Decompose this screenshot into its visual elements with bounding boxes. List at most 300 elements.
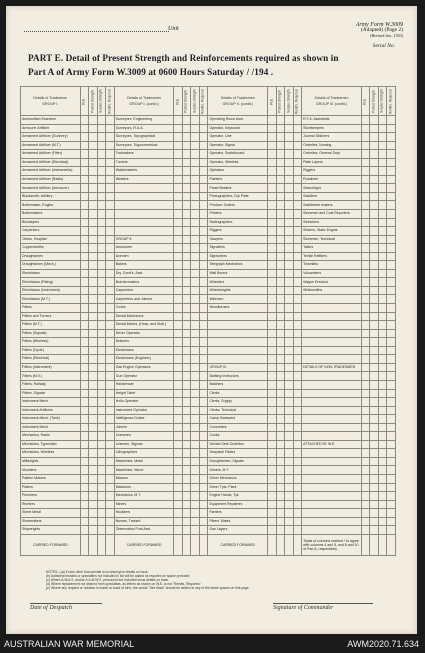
count-entry-cell[interactable] [89,312,98,321]
count-entry-cell[interactable] [378,500,387,509]
count-entry-cell[interactable] [378,389,387,398]
count-entry-cell[interactable] [191,175,200,184]
count-entry-cell[interactable] [285,517,294,526]
count-entry-cell[interactable] [106,175,115,184]
count-entry-cell[interactable] [97,389,106,398]
count-entry-cell[interactable] [370,167,379,176]
count-entry-cell[interactable] [370,158,379,167]
count-entry-cell[interactable] [174,218,183,227]
count-entry-cell[interactable] [97,133,106,142]
count-entry-cell[interactable] [276,423,285,432]
count-entry-cell[interactable] [285,423,294,432]
count-entry-cell[interactable] [199,449,208,458]
count-entry-cell[interactable] [89,252,98,261]
count-entry-cell[interactable] [174,150,183,159]
count-entry-cell[interactable] [276,517,285,526]
count-entry-cell[interactable] [378,363,387,372]
count-entry-cell[interactable] [370,517,379,526]
count-entry-cell[interactable] [182,269,191,278]
count-entry-cell[interactable] [378,269,387,278]
total-entry-cell[interactable] [182,534,191,555]
count-entry-cell[interactable] [199,124,208,133]
count-entry-cell[interactable] [268,150,277,159]
count-entry-cell[interactable] [387,338,396,347]
count-entry-cell[interactable] [387,509,396,518]
count-entry-cell[interactable] [182,389,191,398]
count-entry-cell[interactable] [387,286,396,295]
count-entry-cell[interactable] [89,329,98,338]
count-entry-cell[interactable] [97,363,106,372]
count-entry-cell[interactable] [80,432,89,441]
count-entry-cell[interactable] [387,261,396,270]
count-entry-cell[interactable] [199,158,208,167]
count-entry-cell[interactable] [174,167,183,176]
count-entry-cell[interactable] [89,389,98,398]
count-entry-cell[interactable] [293,423,302,432]
count-entry-cell[interactable] [97,526,106,535]
count-entry-cell[interactable] [276,355,285,364]
count-entry-cell[interactable] [370,312,379,321]
count-entry-cell[interactable] [191,509,200,518]
count-entry-cell[interactable] [182,312,191,321]
count-entry-cell[interactable] [361,406,370,415]
count-entry-cell[interactable] [268,167,277,176]
count-entry-cell[interactable] [276,192,285,201]
count-entry-cell[interactable] [182,466,191,475]
count-entry-cell[interactable] [174,389,183,398]
count-entry-cell[interactable] [378,278,387,287]
count-entry-cell[interactable] [387,227,396,236]
count-entry-cell[interactable] [191,492,200,501]
count-entry-cell[interactable] [191,227,200,236]
count-entry-cell[interactable] [285,363,294,372]
count-entry-cell[interactable] [199,116,208,125]
count-entry-cell[interactable] [293,526,302,535]
count-entry-cell[interactable] [80,509,89,518]
count-entry-cell[interactable] [370,141,379,150]
count-entry-cell[interactable] [199,406,208,415]
count-entry-cell[interactable] [370,466,379,475]
count-entry-cell[interactable] [361,526,370,535]
count-entry-cell[interactable] [174,192,183,201]
count-entry-cell[interactable] [80,133,89,142]
count-entry-cell[interactable] [174,474,183,483]
count-entry-cell[interactable] [182,133,191,142]
count-entry-cell[interactable] [106,124,115,133]
count-entry-cell[interactable] [293,158,302,167]
total-entry-cell[interactable] [268,534,277,555]
count-entry-cell[interactable] [89,321,98,330]
count-entry-cell[interactable] [80,406,89,415]
count-entry-cell[interactable] [387,457,396,466]
count-entry-cell[interactable] [285,380,294,389]
count-entry-cell[interactable] [182,150,191,159]
count-entry-cell[interactable] [370,483,379,492]
count-entry-cell[interactable] [182,175,191,184]
total-entry-cell[interactable] [370,534,379,555]
count-entry-cell[interactable] [268,346,277,355]
count-entry-cell[interactable] [89,158,98,167]
count-entry-cell[interactable] [97,423,106,432]
count-entry-cell[interactable] [106,167,115,176]
count-entry-cell[interactable] [387,218,396,227]
count-entry-cell[interactable] [293,389,302,398]
count-entry-cell[interactable] [268,355,277,364]
count-entry-cell[interactable] [361,116,370,125]
count-entry-cell[interactable] [285,321,294,330]
count-entry-cell[interactable] [199,150,208,159]
count-entry-cell[interactable] [268,415,277,424]
count-entry-cell[interactable] [106,338,115,347]
count-entry-cell[interactable] [106,321,115,330]
count-entry-cell[interactable] [174,466,183,475]
count-entry-cell[interactable] [370,235,379,244]
count-entry-cell[interactable] [370,389,379,398]
count-entry-cell[interactable] [378,346,387,355]
count-entry-cell[interactable] [106,252,115,261]
count-entry-cell[interactable] [285,372,294,381]
count-entry-cell[interactable] [361,244,370,253]
count-entry-cell[interactable] [80,389,89,398]
count-entry-cell[interactable] [106,346,115,355]
count-entry-cell[interactable] [285,398,294,407]
count-entry-cell[interactable] [293,150,302,159]
count-entry-cell[interactable] [106,133,115,142]
count-entry-cell[interactable] [370,474,379,483]
count-entry-cell[interactable] [387,175,396,184]
count-entry-cell[interactable] [80,312,89,321]
total-entry-cell[interactable] [276,534,285,555]
count-entry-cell[interactable] [285,346,294,355]
count-entry-cell[interactable] [361,192,370,201]
count-entry-cell[interactable] [182,235,191,244]
count-entry-cell[interactable] [378,474,387,483]
count-entry-cell[interactable] [97,192,106,201]
count-entry-cell[interactable] [293,457,302,466]
count-entry-cell[interactable] [293,201,302,210]
count-entry-cell[interactable] [97,346,106,355]
count-entry-cell[interactable] [285,286,294,295]
count-entry-cell[interactable] [106,500,115,509]
count-entry-cell[interactable] [370,261,379,270]
count-entry-cell[interactable] [378,124,387,133]
count-entry-cell[interactable] [268,466,277,475]
count-entry-cell[interactable] [199,252,208,261]
count-entry-cell[interactable] [268,406,277,415]
count-entry-cell[interactable] [191,252,200,261]
count-entry-cell[interactable] [182,210,191,219]
count-entry-cell[interactable] [378,158,387,167]
count-entry-cell[interactable] [370,415,379,424]
count-entry-cell[interactable] [106,389,115,398]
count-entry-cell[interactable] [191,278,200,287]
count-entry-cell[interactable] [191,235,200,244]
count-entry-cell[interactable] [276,312,285,321]
count-entry-cell[interactable] [285,466,294,475]
count-entry-cell[interactable] [276,457,285,466]
count-entry-cell[interactable] [191,432,200,441]
count-entry-cell[interactable] [174,338,183,347]
count-entry-cell[interactable] [276,389,285,398]
count-entry-cell[interactable] [268,526,277,535]
count-entry-cell[interactable] [387,312,396,321]
count-entry-cell[interactable] [191,167,200,176]
count-entry-cell[interactable] [80,184,89,193]
count-entry-cell[interactable] [293,278,302,287]
count-entry-cell[interactable] [276,500,285,509]
count-entry-cell[interactable] [106,372,115,381]
count-entry-cell[interactable] [174,116,183,125]
count-entry-cell[interactable] [80,278,89,287]
count-entry-cell[interactable] [268,227,277,236]
count-entry-cell[interactable] [293,184,302,193]
count-entry-cell[interactable] [285,141,294,150]
count-entry-cell[interactable] [80,261,89,270]
count-entry-cell[interactable] [370,457,379,466]
count-entry-cell[interactable] [80,338,89,347]
count-entry-cell[interactable] [97,466,106,475]
count-entry-cell[interactable] [106,244,115,253]
count-entry-cell[interactable] [361,363,370,372]
count-entry-cell[interactable] [199,278,208,287]
count-entry-cell[interactable] [268,500,277,509]
count-entry-cell[interactable] [191,116,200,125]
count-entry-cell[interactable] [191,466,200,475]
count-entry-cell[interactable] [106,184,115,193]
count-entry-cell[interactable] [174,329,183,338]
count-entry-cell[interactable] [387,141,396,150]
count-entry-cell[interactable] [378,380,387,389]
count-entry-cell[interactable] [276,278,285,287]
count-entry-cell[interactable] [387,124,396,133]
count-entry-cell[interactable] [285,133,294,142]
count-entry-cell[interactable] [293,432,302,441]
count-entry-cell[interactable] [182,380,191,389]
count-entry-cell[interactable] [293,312,302,321]
count-entry-cell[interactable] [285,509,294,518]
count-entry-cell[interactable] [97,372,106,381]
count-entry-cell[interactable] [378,150,387,159]
count-entry-cell[interactable] [191,389,200,398]
count-entry-cell[interactable] [378,509,387,518]
count-entry-cell[interactable] [361,321,370,330]
count-entry-cell[interactable] [89,278,98,287]
count-entry-cell[interactable] [182,406,191,415]
count-entry-cell[interactable] [89,380,98,389]
count-entry-cell[interactable] [370,500,379,509]
count-entry-cell[interactable] [378,227,387,236]
total-entry-cell[interactable] [199,534,208,555]
count-entry-cell[interactable] [191,380,200,389]
count-entry-cell[interactable] [361,286,370,295]
count-entry-cell[interactable] [97,218,106,227]
total-entry-cell[interactable] [97,534,106,555]
count-entry-cell[interactable] [89,133,98,142]
count-entry-cell[interactable] [97,278,106,287]
count-entry-cell[interactable] [268,278,277,287]
count-entry-cell[interactable] [191,346,200,355]
count-entry-cell[interactable] [89,440,98,449]
count-entry-cell[interactable] [370,133,379,142]
count-entry-cell[interactable] [182,184,191,193]
count-entry-cell[interactable] [378,218,387,227]
count-entry-cell[interactable] [370,184,379,193]
count-entry-cell[interactable] [268,457,277,466]
count-entry-cell[interactable] [80,321,89,330]
count-entry-cell[interactable] [89,116,98,125]
count-entry-cell[interactable] [89,244,98,253]
count-entry-cell[interactable] [174,526,183,535]
count-entry-cell[interactable] [174,483,183,492]
count-entry-cell[interactable] [370,244,379,253]
count-entry-cell[interactable] [361,457,370,466]
count-entry-cell[interactable] [191,457,200,466]
count-entry-cell[interactable] [268,269,277,278]
count-entry-cell[interactable] [174,244,183,253]
count-entry-cell[interactable] [191,124,200,133]
count-entry-cell[interactable] [97,269,106,278]
count-entry-cell[interactable] [378,457,387,466]
count-entry-cell[interactable] [182,261,191,270]
count-entry-cell[interactable] [199,218,208,227]
count-entry-cell[interactable] [276,449,285,458]
count-entry-cell[interactable] [174,432,183,441]
count-entry-cell[interactable] [89,235,98,244]
count-entry-cell[interactable] [199,201,208,210]
count-entry-cell[interactable] [80,201,89,210]
count-entry-cell[interactable] [370,201,379,210]
count-entry-cell[interactable] [80,380,89,389]
count-entry-cell[interactable] [174,355,183,364]
count-entry-cell[interactable] [370,286,379,295]
count-entry-cell[interactable] [106,380,115,389]
count-entry-cell[interactable] [97,415,106,424]
count-entry-cell[interactable] [182,116,191,125]
count-entry-cell[interactable] [276,526,285,535]
count-entry-cell[interactable] [97,167,106,176]
count-entry-cell[interactable] [199,380,208,389]
count-entry-cell[interactable] [361,278,370,287]
count-entry-cell[interactable] [80,158,89,167]
count-entry-cell[interactable] [276,133,285,142]
count-entry-cell[interactable] [80,398,89,407]
count-entry-cell[interactable] [191,269,200,278]
count-entry-cell[interactable] [361,398,370,407]
count-entry-cell[interactable] [89,269,98,278]
count-entry-cell[interactable] [191,517,200,526]
count-entry-cell[interactable] [268,372,277,381]
count-entry-cell[interactable] [174,158,183,167]
count-entry-cell[interactable] [268,175,277,184]
count-entry-cell[interactable] [378,492,387,501]
count-entry-cell[interactable] [191,406,200,415]
count-entry-cell[interactable] [89,346,98,355]
count-entry-cell[interactable] [361,124,370,133]
count-entry-cell[interactable] [293,133,302,142]
count-entry-cell[interactable] [293,500,302,509]
count-entry-cell[interactable] [80,363,89,372]
count-entry-cell[interactable] [378,141,387,150]
count-entry-cell[interactable] [174,124,183,133]
count-entry-cell[interactable] [174,492,183,501]
count-entry-cell[interactable] [191,150,200,159]
count-entry-cell[interactable] [387,526,396,535]
count-entry-cell[interactable] [174,406,183,415]
count-entry-cell[interactable] [293,116,302,125]
count-entry-cell[interactable] [174,261,183,270]
count-entry-cell[interactable] [182,167,191,176]
count-entry-cell[interactable] [80,526,89,535]
count-entry-cell[interactable] [97,474,106,483]
total-entry-cell[interactable] [106,534,115,555]
count-entry-cell[interactable] [97,124,106,133]
count-entry-cell[interactable] [97,406,106,415]
count-entry-cell[interactable] [80,124,89,133]
count-entry-cell[interactable] [182,295,191,304]
count-entry-cell[interactable] [89,457,98,466]
count-entry-cell[interactable] [191,261,200,270]
count-entry-cell[interactable] [285,415,294,424]
count-entry-cell[interactable] [276,235,285,244]
count-entry-cell[interactable] [106,269,115,278]
count-entry-cell[interactable] [370,406,379,415]
count-entry-cell[interactable] [89,509,98,518]
count-entry-cell[interactable] [80,449,89,458]
count-entry-cell[interactable] [387,167,396,176]
count-entry-cell[interactable] [191,141,200,150]
count-entry-cell[interactable] [361,329,370,338]
count-entry-cell[interactable] [106,150,115,159]
count-entry-cell[interactable] [293,252,302,261]
count-entry-cell[interactable] [370,210,379,219]
count-entry-cell[interactable] [182,457,191,466]
count-entry-cell[interactable] [89,406,98,415]
count-entry-cell[interactable] [387,406,396,415]
count-entry-cell[interactable] [268,192,277,201]
count-entry-cell[interactable] [89,449,98,458]
count-entry-cell[interactable] [285,244,294,253]
count-entry-cell[interactable] [268,440,277,449]
count-entry-cell[interactable] [80,492,89,501]
count-entry-cell[interactable] [268,235,277,244]
count-entry-cell[interactable] [174,141,183,150]
count-entry-cell[interactable] [89,227,98,236]
count-entry-cell[interactable] [370,321,379,330]
count-entry-cell[interactable] [97,509,106,518]
count-entry-cell[interactable] [387,432,396,441]
count-entry-cell[interactable] [361,167,370,176]
count-entry-cell[interactable] [387,269,396,278]
count-entry-cell[interactable] [191,321,200,330]
count-entry-cell[interactable] [285,150,294,159]
count-entry-cell[interactable] [276,321,285,330]
count-entry-cell[interactable] [80,235,89,244]
count-entry-cell[interactable] [174,184,183,193]
count-entry-cell[interactable] [199,244,208,253]
count-entry-cell[interactable] [361,474,370,483]
count-entry-cell[interactable] [97,500,106,509]
count-entry-cell[interactable] [276,286,285,295]
count-entry-cell[interactable] [97,235,106,244]
count-entry-cell[interactable] [361,227,370,236]
count-entry-cell[interactable] [174,286,183,295]
count-entry-cell[interactable] [191,440,200,449]
count-entry-cell[interactable] [370,509,379,518]
count-entry-cell[interactable] [370,363,379,372]
count-entry-cell[interactable] [199,398,208,407]
count-entry-cell[interactable] [182,201,191,210]
count-entry-cell[interactable] [370,432,379,441]
